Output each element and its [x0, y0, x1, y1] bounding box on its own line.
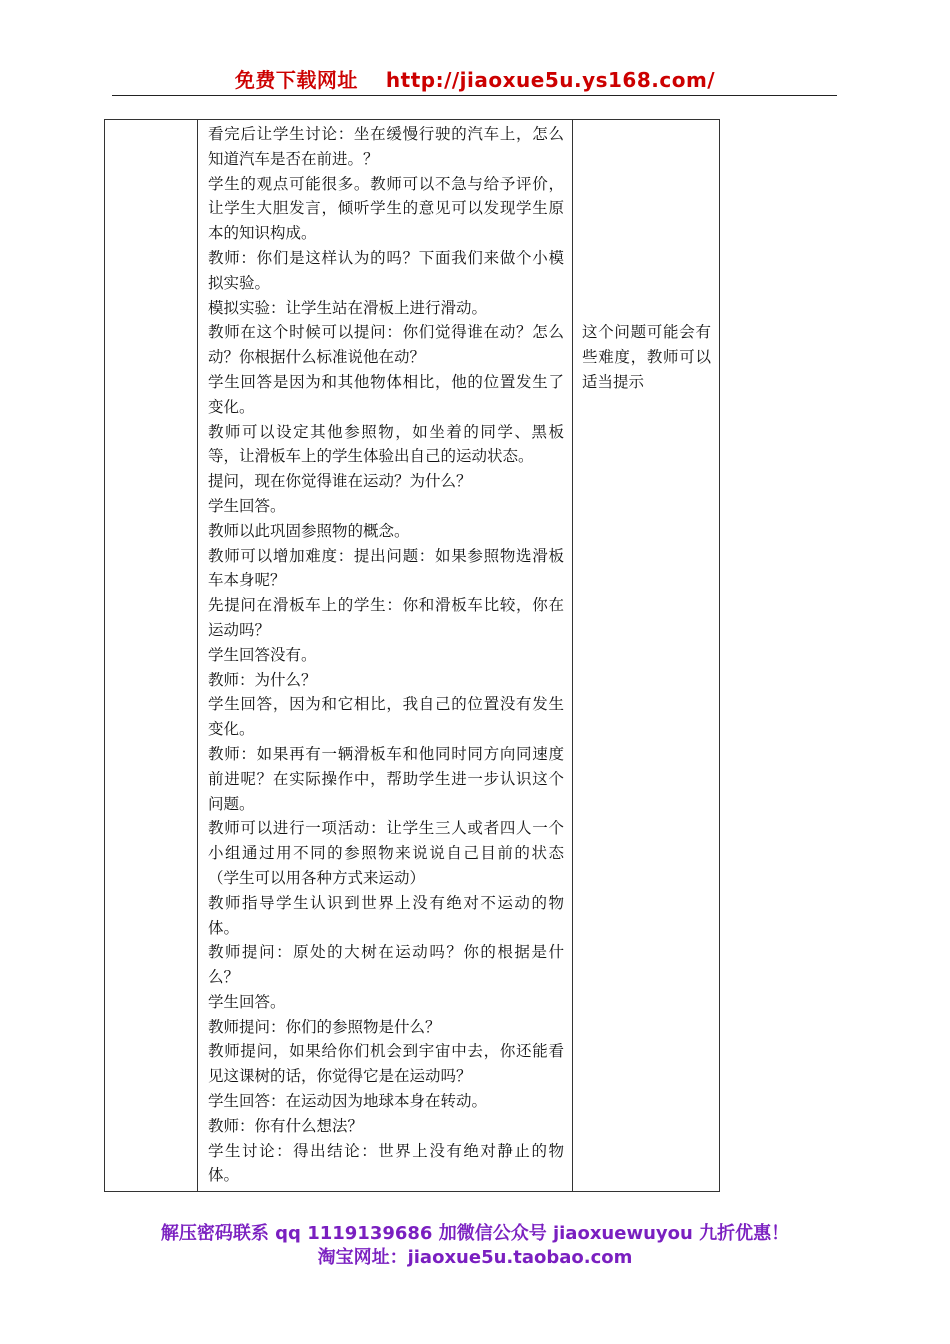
table-row	[105, 120, 720, 1192]
stage-cell	[105, 120, 198, 1192]
paragraph: 教师以此巩固参照物的概念。	[208, 521, 410, 540]
activity-cell	[198, 120, 573, 1192]
paragraph: 教师提问：原处的大树在运动吗？你的根据是什么？	[208, 943, 564, 987]
paragraph: 教师：为什么？	[208, 670, 317, 689]
header-label: 免费下载网址	[234, 68, 358, 92]
paragraph: 教师提问，如果给你们机会到宇宙中去，你还能看见这课树的话，你觉得它是在运动吗？	[208, 1042, 564, 1086]
paragraph: 提问，现在你觉得谁在运动？为什么？	[208, 472, 472, 491]
lesson-table	[104, 119, 720, 1192]
paragraph: 学生讨论：得出结论：世界上没有绝对静止的物体。	[208, 1141, 564, 1185]
paragraph: 教师指导学生认识到世界上没有绝对不运动的物体。	[208, 893, 564, 937]
paragraph: 学生回答没有。	[208, 645, 317, 664]
paragraph: 看完后让学生讨论：坐在缓慢行驶的汽车上，怎么知道汽车是否在前进。？	[208, 125, 564, 168]
footer-contact: 解压密码联系 qq 1119139686 加微信公众号 jiaoxuewuyou 九折优惠！	[160, 1223, 790, 1244]
teacher-note: 这个问题可能会有些难度，教师可以适当提示	[582, 323, 711, 391]
activity-content	[198, 120, 572, 1188]
paragraph: 学生的观点可能很多。教师可以不急与给予评价，让学生大胆发言，倾听学生的意见可以发现学生原本的知识构成。	[208, 174, 564, 243]
paragraph: 教师可以增加难度：提出问题：如果参照物选滑板车本身呢？	[208, 546, 564, 590]
paragraph: 学生回答是因为和其他物体相比，他的位置发生了变化。	[208, 372, 564, 416]
paragraph: 教师可以进行一项活动：让学生三人或者四人一个小组通过用不同的参照物来说说自己目前的状态（学生可以用各种方式来运动）	[208, 819, 564, 887]
header-divider	[112, 95, 837, 96]
header-banner	[0, 64, 950, 93]
paragraph: 教师：如果再有一辆滑板车和他同时同方向同速度前进呢？在实际操作中，帮助学生进一步认识这个问题。	[208, 744, 564, 813]
header-url-link[interactable]: http://jiaoxue5u.ys168.com/	[385, 68, 716, 92]
paragraph: 教师：你有什么想法？	[208, 1116, 364, 1135]
paragraph: 教师在这个时候可以提问：你们觉得谁在动？怎么动？你根据什么标准说他在动？	[208, 323, 564, 367]
paragraph: 教师提问：你们的参照物是什么？	[208, 1017, 441, 1036]
paragraph: 学生回答。	[208, 496, 286, 515]
paragraph: 学生回答。	[208, 992, 286, 1011]
paragraph: 教师：你们是这样认为的吗？下面我们来做个小模拟实验。	[208, 248, 564, 292]
paragraph: 学生回答，因为和它相比，我自己的位置没有发生变化。	[208, 695, 564, 739]
paragraph: 学生回答：在运动因为地球本身在转动。	[208, 1092, 488, 1111]
note-cell	[573, 120, 720, 1192]
paragraph: 先提问在滑板车上的学生：你和滑板车比较，你在运动吗？	[208, 596, 564, 639]
footer-shop-link[interactable]: 淘宝网址：jiaoxue5u.taobao.com	[317, 1247, 633, 1268]
paragraph: 模拟实验：让学生站在滑板上进行滑动。	[208, 298, 488, 317]
paragraph: 教师可以设定其他参照物，如坐着的同学、黑板等，让滑板车上的学生体验出自己的运动状态。	[208, 422, 564, 466]
